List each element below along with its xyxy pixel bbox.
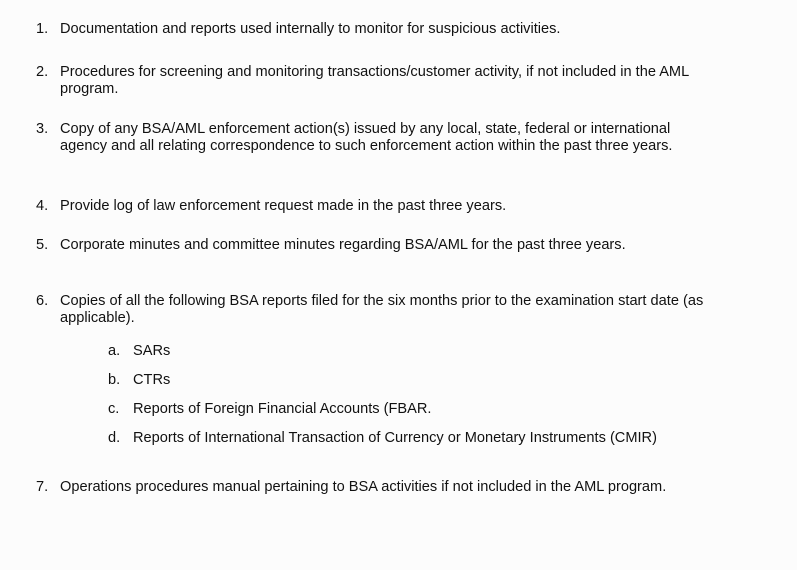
item-number: 7. [36, 479, 49, 495]
item-number: 2. [36, 64, 49, 80]
item-text: Corporate minutes and committee minutes regarding BSA/AML for the past three years. [60, 237, 626, 253]
item-text: Provide log of law enforcement request made in the past three years. [60, 198, 507, 214]
item-number: 6. [36, 293, 49, 309]
sub-item-letter: a. [108, 343, 121, 359]
sub-item-text: SARs [133, 343, 171, 359]
item-text: Operations procedures manual pertaining to BSA activities if not included in the AML program. [60, 479, 667, 495]
item-number: 4. [36, 198, 49, 214]
sub-item-text: Reports of Foreign Financial Accounts (FBAR. [133, 401, 432, 417]
item-text: Documentation and reports used internally to monitor for suspicious activities. [60, 21, 561, 37]
sub-item-letter: c. [108, 401, 120, 417]
item-number: 1. [36, 21, 49, 37]
sub-item-letter: d. [108, 430, 121, 446]
item-number: 3. [36, 121, 49, 137]
item-text: Procedures for screening and monitoring transactions/customer activity, if not included in the AML program. [60, 64, 689, 97]
sub-item-letter: b. [108, 372, 121, 388]
sub-item-text: Reports of International Transaction of Currency or Monetary Instruments (CMIR) [133, 430, 657, 446]
item-number: 5. [36, 237, 49, 253]
item-text: Copy of any BSA/AML enforcement action(s) issued by any local, state, federal or international agency and all relating correspondence to such enforcement action within the past three years. [60, 121, 673, 154]
sub-item-text: CTRs [133, 372, 171, 388]
item-text: Copies of all the following BSA reports filed for the six months prior to the examination start date (as applicable). [60, 293, 704, 326]
